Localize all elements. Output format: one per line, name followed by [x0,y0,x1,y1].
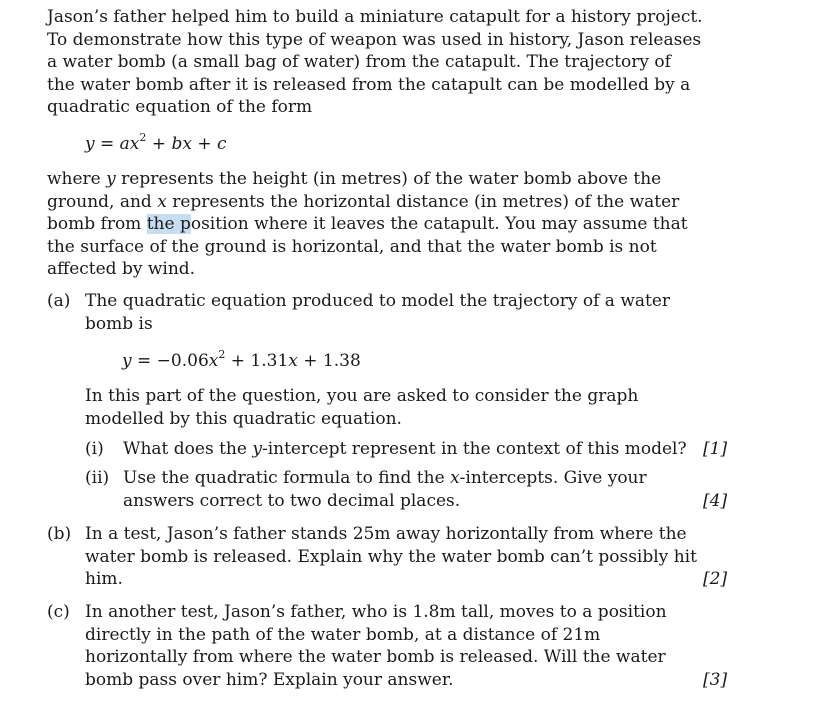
part-b-line: In a test, Jason’s father stands 25m away horizontally from where the [85,524,687,544]
part-b-label: (b) [47,524,72,544]
sub-i-text [123,438,687,461]
sub-ii-label: (ii) [85,468,110,488]
eq-y: y [122,351,132,371]
sub-i-label: (i) [85,439,104,459]
var-y: y [252,439,262,459]
sub-ii-line [123,467,683,490]
eq-plus: + [146,134,172,154]
text: -intercepts. Give your [459,468,647,488]
marks-badge: [3] [703,670,728,690]
part-b-line: water bomb is released. Explain why the water bomb can’t possibly hit [85,546,697,567]
intro-paragraph [47,6,703,119]
eq-term: = −0.06 [131,351,209,371]
description-line [47,191,687,214]
text: Use the quadratic formula to find the [123,468,451,488]
description-paragraph [47,168,687,281]
part-a-line: The quadratic equation produced to model the trajectory of a water [85,291,671,311]
marks-badge: [2] [703,569,728,589]
text: What does the [123,439,253,459]
text: bomb from [47,214,147,234]
eq-exponent: 2 [218,348,226,361]
marks-badge: [1] [703,439,728,459]
part-b-text [85,523,697,591]
eq-exponent: 2 [139,131,147,144]
sub-ii-line: answers correct to two decimal places. [123,490,461,511]
general-equation [85,133,227,155]
part-b-line: him. [85,569,123,589]
description-line [47,213,687,236]
eq-x: x [208,351,219,371]
part-c-text [85,601,685,691]
intro-line: quadratic equation of the form [47,97,313,117]
description-line: affected by wind. [47,259,196,279]
text: ground, and [47,191,158,212]
part-a-context [85,385,685,430]
part-c-label: (c) [47,602,70,622]
description-line [47,168,687,191]
intro-line: the water bomb after it is released from the catapult can be modelled by a [47,74,691,95]
context-line: modelled by this quadratic equation. [85,408,402,429]
eq-plus: + [191,134,218,154]
var-x: x [157,191,167,212]
text-selection-highlight[interactable]: the p [146,214,191,234]
eq-equals: = [94,134,120,154]
part-a-label: (a) [47,291,71,311]
eq-ax: ax [119,134,140,154]
description-line: the surface of the ground is horizontal, and that the water bomb is not [47,236,657,257]
text: represents the horizontal distance (in metres) of the water [166,191,680,212]
context-line: In this part of the question, you are asked to consider the graph [85,386,639,406]
intro-line: Jason’s father helped him to build a miniature catapult for a history project. [47,7,703,27]
eq-y: y [85,134,95,154]
part-c-line: bomb pass over him? Explain your answer. [85,669,454,690]
sub-i-line [123,438,687,461]
intro-line: a water bomb (a small bag of water) from the catapult. The trajectory of [47,52,671,72]
sub-ii-text [123,467,683,512]
text: represents the height (in metres) of the water bomb above the [115,169,662,189]
intro-line: To demonstrate how this type of weapon was used in history, Jason releases [47,29,702,50]
part-c-line: directly in the path of the water bomb, at a distance of 21m [85,624,601,645]
part-c-line: In another test, Jason’s father, who is 1.8m tall, moves to a position [85,602,667,622]
var-y: y [106,169,116,189]
text: osition where it leaves the catapult. You may assume that [190,214,688,234]
eq-c: c [217,134,227,154]
marks-badge: [4] [703,491,728,511]
text: where [47,169,107,189]
eq-term: + 1.31 [225,351,289,371]
model-equation [122,350,361,372]
eq-bx: bx [171,134,192,154]
part-a-text [85,290,685,335]
part-a-line: bomb is [85,313,153,334]
part-c-line: horizontally from where the water bomb is released. Will the water [85,647,666,667]
eq-x: x [288,351,298,371]
eq-term: + 1.38 [297,351,361,371]
text: -intercept represent in the context of this model? [261,439,687,459]
var-x: x [450,468,460,488]
